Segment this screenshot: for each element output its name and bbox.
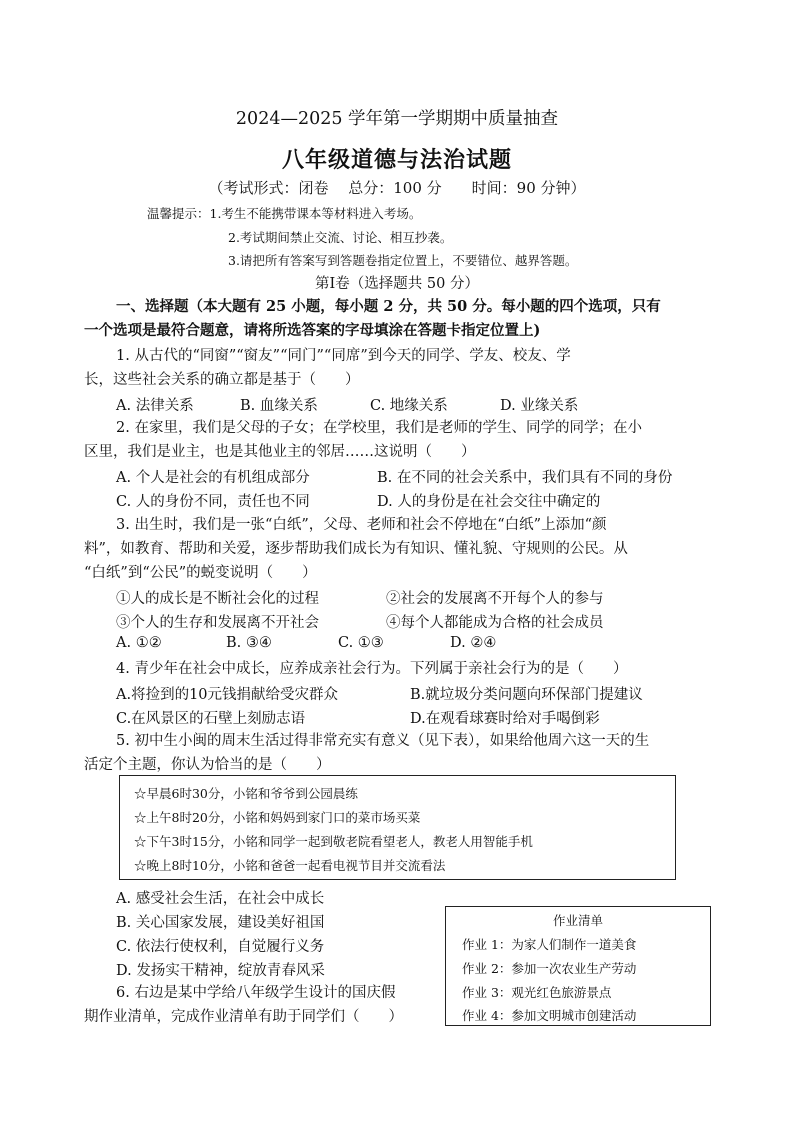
q4-option-d: D.在观看球赛时给对手喝倒彩 [410,711,600,727]
q2-option-d: D. 人的身份是在社会交往中确定的 [377,494,601,510]
q1-stem-2: 长，这些社会关系的确立都是基于（ ） [84,372,360,388]
q1-option-a: A. 法律关系 [116,398,194,414]
q1-option-b: B. 血缘关系 [240,398,318,414]
q5-stem-1: 5. 初中生小闽的周末生活过得非常充实有意义（见下表），如果给他周六这一天的生 [116,733,650,749]
homework-item: 作业 1：为家人们制作一道美食 [462,937,637,952]
homework-list-box [445,906,711,1026]
q4-option-b: B.就垃圾分类问题向环保部门提建议 [410,687,643,703]
q3-item-1: ①人的成长是不断社会化的过程 [116,591,319,607]
q6-stem-1: 6. 右边是某中学给八年级学生设计的国庆假 [116,985,396,1001]
q2-stem-2: 区里，我们是业主，也是其他业主的邻居……这说明（ ） [84,444,476,460]
q5-stem-2: 活定个主题，你认为恰当的是（ ） [84,757,331,773]
q3-option-a: A. ①② [116,635,162,651]
tip-line-1: 温馨提示：1.考生不能携带课本等材料进入考场。 [147,206,422,221]
q6-stem-2: 期作业清单，完成作业清单有助于同学们（ ） [84,1009,403,1025]
q2-option-b: B. 在不同的社会关系中，我们具有不同的身份 [377,470,673,486]
q2-stem-1: 2. 在家里，我们是父母的子女；在学校里，我们是老师的学生、同学的同学；在小 [116,420,642,436]
q3-stem-3: “白纸”到“公民”的蜕变说明（ ） [84,565,317,581]
q3-option-b: B. ③④ [226,635,272,651]
homework-item: 作业 2：参加一次农业生产劳动 [462,961,637,976]
homework-list-title: 作业清单 [552,913,603,928]
q1-stem-1: 1. 从古代的“同窗”“窗友”“同门”“同席”到今天的同学、学友、校友、学 [116,348,571,364]
q5-option-b: B. 关心国家发展，建设美好祖国 [116,915,325,931]
tip-line-3: 3.请把所有答案写到答题卷指定位置上，不要错位、越界答题。 [228,253,578,268]
homework-item: 作业 4：参加文明城市创建活动 [462,1008,637,1023]
tip-line-2: 2.考试期间禁止交流、讨论、相互抄袭。 [228,230,453,245]
q5-schedule-table [119,775,676,880]
exam-term: 2024—2025 学年第一学期期中质量抽查 [235,109,559,129]
q5-schedule-row: ☆下午3时15分，小铭和同学一起到敬老院看望老人，教老人用智能手机 [134,834,533,849]
section-instructions-2: 一个选项是最符合题意，请将所选答案的字母填涂在答题卡指定位置上) [84,322,541,339]
exam-title: 八年级道德与法治试题 [281,147,512,173]
q1-option-d: D. 业缘关系 [500,398,579,414]
q5-schedule-row: ☆上午8时20分，小铭和妈妈到家门口的菜市场买菜 [134,810,421,825]
q2-option-a: A. 个人是社会的有机组成部分 [116,470,310,486]
q4-option-c: C.在风景区的石壁上刻励志语 [116,711,306,727]
q5-schedule-row: ☆晚上8时10分，小铭和爸爸一起看电视节目并交流看法 [134,858,446,873]
q3-option-c: C. ①③ [338,635,384,651]
q1-option-c: C. 地缘关系 [370,398,448,414]
q5-option-a: A. 感受社会生活，在社会中成长 [116,891,325,907]
exam-info: （考试形式：闭卷 总分：100 分 时间：90 分钟） [208,179,586,197]
q3-item-2: ②社会的发展离不开每个人的参与 [386,591,604,607]
q2-option-c: C. 人的身份不同，责任也不同 [116,494,310,510]
q3-stem-2: 料”，如教育、帮助和关爱，逐步帮助我们成长为有知识、懂礼貌、守规则的公民。从 [84,541,628,557]
homework-item: 作业 3：观光红色旅游景点 [462,985,612,1000]
q3-option-d: D. ②④ [450,635,497,651]
q5-option-c: C. 依法行使权利，自觉履行义务 [116,939,325,955]
q4-stem: 4. 青少年在社会中成长，应养成亲社会行为。下列属于亲社会行为的是（ ） [116,661,628,677]
section-instructions-1: 一、选择题（本大题有 25 小题，每小题 2 分，共 50 分。每小题的四个选项，只有 [116,298,661,315]
q3-item-4: ④每个人都能成为合格的社会成员 [386,615,604,631]
section-title: 第Ⅰ卷（选择题共 50 分） [315,276,479,292]
q3-stem-1: 3. 出生时，我们是一张“白纸”，父母、老师和社会不停地在“白纸”上添加“颜 [116,517,607,533]
q3-item-3: ③个人的生存和发展离不开社会 [116,615,319,631]
q5-schedule-row: ☆早晨6时30分，小铭和爷爷到公园晨练 [134,786,358,801]
q5-option-d: D. 发扬实干精神，绽放青春风采 [116,963,325,979]
q4-option-a: A.将捡到的10元钱捐献给受灾群众 [116,687,339,703]
